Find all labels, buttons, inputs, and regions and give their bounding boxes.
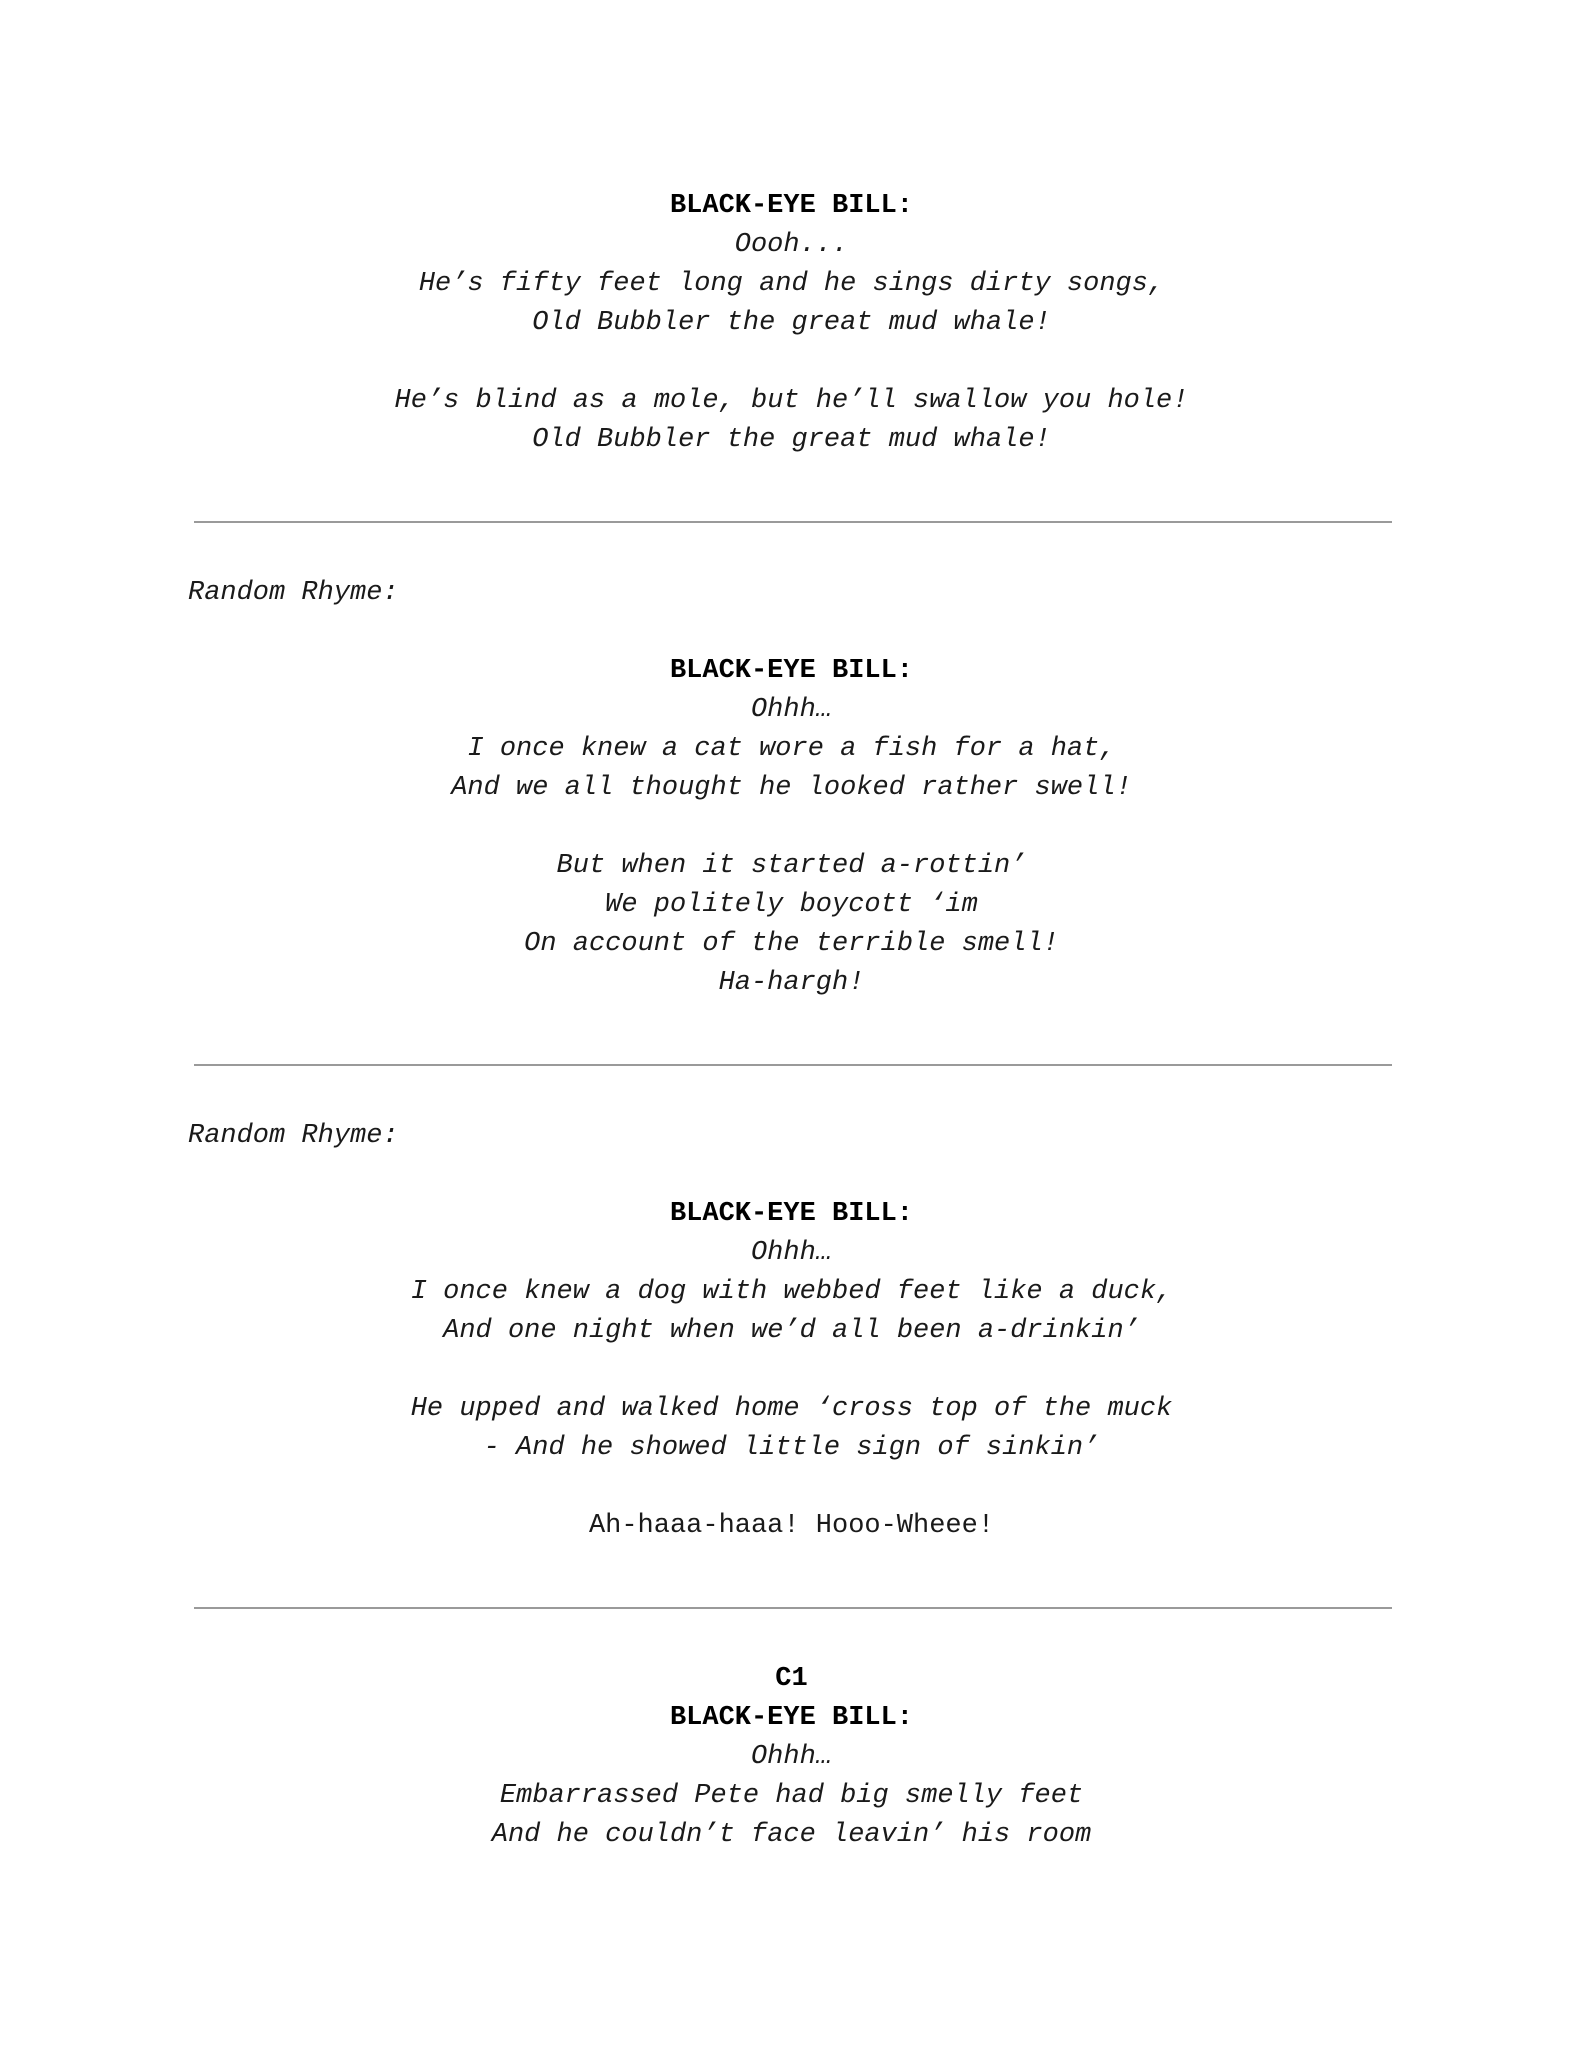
lyric-line: We politely boycott ‘im [605,890,978,920]
speaker-name: BLACK-EYE BILL: [669,1703,914,1733]
lyric-line: Old Bubbler the great mud whale! [532,308,1051,338]
section-divider [194,1607,1392,1609]
section-divider [194,1064,1392,1066]
lyric-line: Ohhh… [750,1238,832,1268]
verse-block-3 [0,1195,1583,1546]
lyric-line-blank [0,808,1583,847]
lyric-line: He’s blind as a mole, but he’ll swallow you hole! [394,386,1189,416]
lyric-line: On account of the terrible smell! [524,929,1059,959]
speaker-name: BLACK-EYE BILL: [669,656,914,686]
lyric-line: He upped and walked home ‘cross top of the muck [410,1394,1173,1424]
speaker-name: BLACK-EYE BILL: [669,191,914,221]
section-label: Random Rhyme: [188,1121,399,1151]
lyric-line: Ohhh… [750,695,832,725]
speaker-name: BLACK-EYE BILL: [669,1199,914,1229]
lyric-line-blank [0,1468,1583,1507]
lyric-line: And he couldn’t face leavin’ his room [491,1820,1092,1850]
lyric-line-blank [0,343,1583,382]
lyric-line: And one night when we’d all been a-drinkin’ [443,1316,1140,1346]
lyric-line: Ha-hargh! [718,968,865,998]
lyric-line: He’s fifty feet long and he sings dirty songs, [418,269,1165,299]
lyric-line: Ohhh… [750,1742,832,1772]
section-label: Random Rhyme: [188,578,399,608]
lyric-line: I once knew a dog with webbed feet like a duck, [410,1277,1173,1307]
exclamation-line: Ah-haaa-haaa! Hooo-Wheee! [588,1511,995,1541]
section-divider [194,521,1392,523]
lyric-line-blank [0,1351,1583,1390]
lyric-line: But when it started a-rottin’ [556,851,1027,881]
lyric-line: I once knew a cat wore a fish for a hat, [467,734,1116,764]
lyric-line: Old Bubbler the great mud whale! [532,425,1051,455]
cue-label: C1 [775,1664,808,1694]
verse-block-4 [0,1660,1583,1855]
lyric-line: And we all thought he looked rather swell! [451,773,1132,803]
verse-block-2 [0,652,1583,1003]
lyric-line: Oooh... [734,230,849,260]
lyric-line: - And he showed little sign of sinkin’ [483,1433,1100,1463]
lyric-line: Embarrassed Pete had big smelly feet [499,1781,1084,1811]
verse-block-1 [0,187,1583,460]
